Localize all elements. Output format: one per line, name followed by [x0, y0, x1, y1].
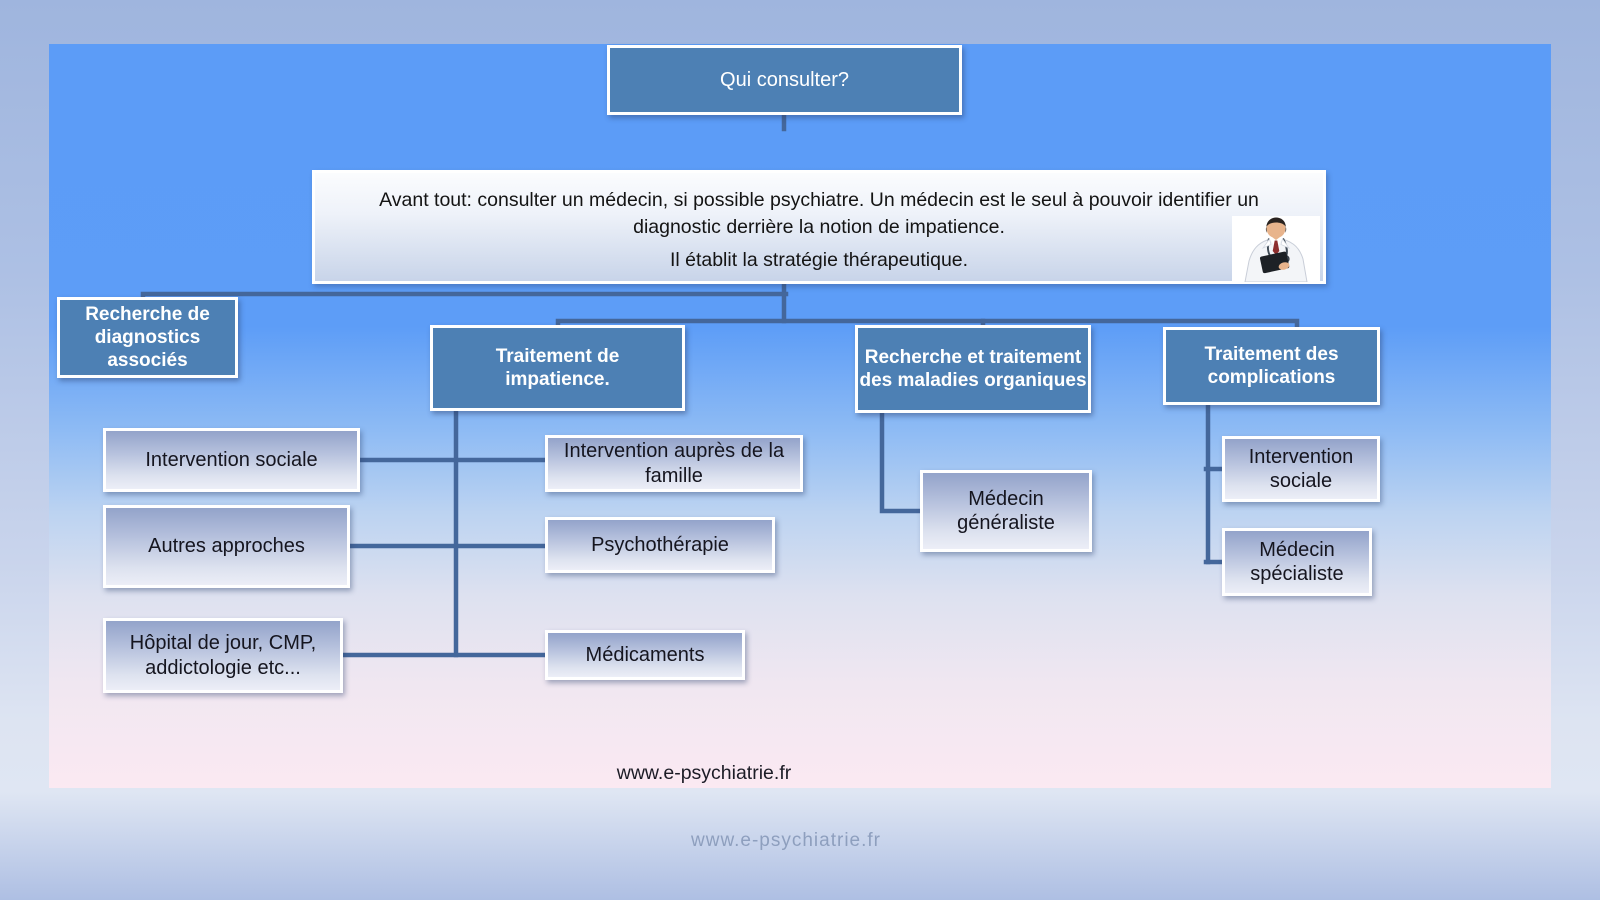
node-label: Intervention sociale	[1248, 445, 1354, 492]
connector-rail-left	[143, 294, 786, 301]
node-label: Intervention auprès de la famille	[563, 440, 785, 487]
node-label: Traitement de impatience.	[495, 345, 620, 390]
node-label: Qui consulter?	[720, 68, 849, 91]
node-traitement-impatience	[430, 325, 685, 411]
intro-box	[312, 170, 1326, 284]
node-label: Recherche et traitement des maladies organiques	[859, 346, 1087, 391]
node-label: Intervention sociale	[145, 448, 318, 471]
node-intervention-famille	[545, 435, 803, 492]
node-medicaments	[545, 630, 745, 680]
intro-paragraph: Avant tout: consulter un médecin, si possible psychiatre. Un médecin est le seul à pouvoir identifier un diagnostic derrière la notion de impatience.	[379, 189, 1259, 238]
node-autres-approches	[103, 505, 350, 588]
node-hopital-jour	[103, 618, 343, 693]
doctor-clipart-icon	[1232, 216, 1320, 282]
node-medecin-specialiste	[1222, 528, 1372, 596]
node-medecin-generaliste	[920, 470, 1092, 552]
node-traitement-complications	[1163, 327, 1380, 405]
slide-canvas	[49, 44, 1551, 788]
footer-url: www.e-psychiatrie.fr	[691, 830, 881, 851]
slide-watermark-url: www.e-psychiatrie.fr	[616, 762, 792, 784]
node-label: Médecin spécialiste	[1250, 538, 1344, 585]
intro-line2: Il établit la stratégie thérapeutique.	[669, 248, 969, 271]
node-qui-consulter	[607, 45, 962, 115]
node-label: Recherche de diagnostics associés	[85, 303, 210, 372]
node-label: Autres approches	[148, 535, 305, 558]
node-intervention-sociale-right	[1222, 436, 1380, 502]
node-label: Médicaments	[585, 643, 705, 666]
connector-generaliste	[882, 410, 922, 511]
node-label: Psychothérapie	[591, 533, 729, 556]
node-label: Médecin généraliste	[957, 487, 1055, 534]
node-label: Traitement des complications	[1204, 343, 1339, 388]
node-label: Hôpital de jour, CMP, addictologie etc...	[129, 632, 317, 679]
node-maladies-organiques	[855, 325, 1091, 413]
node-recherche-diagnostics	[57, 297, 238, 378]
node-psychotherapie	[545, 517, 775, 573]
node-intervention-sociale-left	[103, 428, 360, 492]
